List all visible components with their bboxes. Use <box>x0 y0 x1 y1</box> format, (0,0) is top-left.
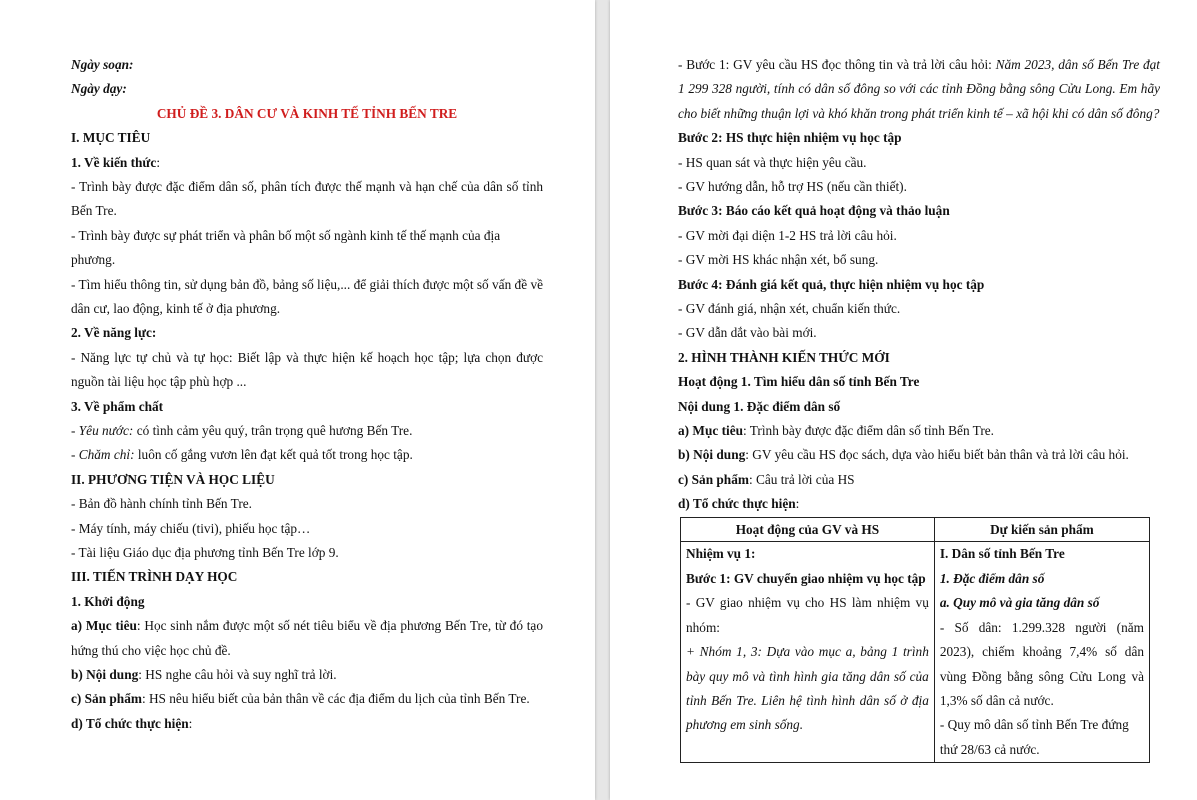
step1-prefix: - Bước 1: GV yêu cầu HS đọc thông tin và trả lời câu hỏi: <box>678 57 996 72</box>
warmup-content <box>71 663 543 687</box>
materials-item-3: - Tài liệu Giáo dục địa phương tỉnh Bến Tre lớp 9. <box>71 544 339 560</box>
task1-label: Nhiệm vụ 1: <box>686 546 756 562</box>
warmup-product-label: c) Sản phẩm <box>71 691 142 707</box>
product-heading-2: 1. Đặc điểm dân số <box>939 570 1045 586</box>
table-cell-activities <box>681 542 935 763</box>
step3-heading: Bước 3: Báo cáo kết quả hoạt động và thảo luận <box>678 203 950 219</box>
activity-content <box>678 443 1160 467</box>
materials-item-2: - Máy tính, máy chiếu (tivi), phiếu học tập… <box>71 520 311 536</box>
page-left <box>0 0 595 800</box>
step1-question: Năm 2023, dân số Bến Tre đạt 1 299 328 người, tính có dân số đông so với các tỉnh Đồng bằng sông Cửu Long. Em hãy cho biết những thuận lợi và khó khăn trong phát triển kinh tế – xã hội khi có dân số đông? <box>678 57 1160 121</box>
knowledge-heading-colon: : <box>156 154 161 170</box>
quality-item-2-dash: - <box>71 447 79 463</box>
product-line-2: - Quy mô dân số tỉnh Bến Tre đứng thứ 28/63 cả nước. <box>939 717 1129 757</box>
section-objectives-heading: I. MỤC TIÊU <box>71 130 151 146</box>
step2-line-1: - HS quan sát và thực hiện yêu cầu. <box>678 154 867 170</box>
materials-heading: II. PHƯƠNG TIỆN VÀ HỌC LIỆU <box>71 471 275 487</box>
quality-item-1 <box>71 419 543 443</box>
step3-line-1: - GV mời đại diện 1-2 HS trả lời câu hỏi. <box>678 227 897 243</box>
materials-item-1: - Bản đồ hành chính tỉnh Bến Tre. <box>71 496 252 512</box>
activity-organization-text: : <box>795 496 800 512</box>
table-cell-products <box>934 542 1149 763</box>
quality-item-1-label: Yêu nước: <box>78 422 134 438</box>
step3-line-2: - GV mời HS khác nhận xét, bổ sung. <box>678 252 879 268</box>
warmup-product <box>71 687 543 711</box>
step4-line-2: - GV dẫn dắt vào bài mới. <box>678 325 817 341</box>
product-line-1: - Số dân: 1.299.328 người (năm 2023), chiếm khoảng 7,4% số dân vùng Đồng bằng sông Cửu Long và 1,3% số dân cả nước. <box>939 619 1144 708</box>
warmup-product-text: : HS nêu hiểu biết của bản thân về các địa điểm du lịch của tỉnh Bến Tre. <box>141 691 530 707</box>
task1-line-2: + Nhóm 1, 3: Dựa vào mục a, bảng 1 trình bày quy mô và tình hình gia tăng dân số của tỉnh Bến Tre. Liên hệ tình hình dân số ở địa phương em sinh sống. <box>686 644 929 733</box>
step2-heading: Bước 2: HS thực hiện nhiệm vụ học tập <box>678 130 902 146</box>
step1-instruction <box>678 53 1160 126</box>
activity-content-label: b) Nội dung <box>678 447 746 463</box>
activity-objective-label: a) Mục tiêu <box>678 422 743 438</box>
activity-table <box>680 517 1150 763</box>
activity-objective-text: : Trình bày được đặc điểm dân số tỉnh Bến Tre. <box>743 422 994 438</box>
knowledge-heading-text: 1. Về kiến thức <box>71 154 157 170</box>
table-header-activities: Hoạt động của GV và HS <box>681 518 935 542</box>
step4-heading: Bước 4: Đánh giá kết quả, thực hiện nhiệm vụ học tập <box>678 276 985 292</box>
new-knowledge-heading: 2. HÌNH THÀNH KIẾN THỨC MỚI <box>678 349 890 365</box>
warmup-content-text: : HS nghe câu hỏi và suy nghĩ trả lời. <box>138 666 337 682</box>
task1-line-1: - GV giao nhiệm vụ cho HS làm nhiệm vụ nhóm: <box>686 595 929 635</box>
activity-product-label: c) Sản phẩm <box>678 471 749 487</box>
warmup-organization <box>71 712 543 736</box>
date-taught-label: Ngày dạy: <box>71 81 127 97</box>
document-title: CHỦ ĐỀ 3. DÂN CƯ VÀ KINH TẾ TỈNH BẾN TRE <box>156 105 458 121</box>
step4-line-1: - GV đánh giá, nhận xét, chuẩn kiến thức. <box>678 300 901 316</box>
knowledge-item-3: - Tìm hiểu thông tin, sử dụng bản đồ, bảng số liệu,... để giải thích được một số vấn đề về dân cư, lao động, kinh tế ở địa phương. <box>71 276 543 316</box>
procedure-heading: III. TIẾN TRÌNH DẠY HỌC <box>71 569 238 585</box>
table-header-row <box>681 518 1150 542</box>
quality-item-2-text: luôn cố gắng vươn lên đạt kết quả tốt trong học tập. <box>134 447 413 463</box>
page-right-content <box>678 53 1160 763</box>
knowledge-item-1: - Trình bày được đặc điểm dân số, phân tích được thế mạnh và hạn chế của dân số tỉnh Bến Tre. <box>71 178 543 219</box>
knowledge-heading <box>71 151 543 175</box>
activity-product-text: : Câu trả lời của HS <box>748 471 855 487</box>
warmup-objective-label: a) Mục tiêu <box>71 618 137 634</box>
activity1-heading: Hoạt động 1. Tìm hiểu dân số tỉnh Bến Tre <box>678 374 920 390</box>
page-left-content <box>71 53 543 736</box>
competence-heading: 2. Về năng lực: <box>71 325 157 341</box>
warmup-organization-label: d) Tổ chức thực hiện <box>71 715 189 731</box>
quality-item-2 <box>71 443 543 467</box>
table-header-products: Dự kiến sản phẩm <box>934 518 1149 542</box>
warmup-objective-text: : Học sinh nắm được một số nét tiêu biểu về địa phương Bến Tre, từ đó tạo hứng thú cho việc học chủ đề. <box>71 618 543 658</box>
content1-heading: Nội dung 1. Đặc điểm dân số <box>678 398 841 414</box>
quality-item-1-text: có tình cảm yêu quý, trân trọng quê hương Bến Tre. <box>133 422 413 438</box>
page-right <box>610 0 1197 800</box>
activity-objective <box>678 419 1160 443</box>
competence-item-1: - Năng lực tự chủ và tự học: Biết lập và thực hiện kế hoạch học tập; lựa chọn được nguồn tài liệu học tập phù hợp ... <box>71 349 543 390</box>
product-heading-1: I. Dân số tỉnh Bến Tre <box>939 546 1065 562</box>
warmup-objective <box>71 614 543 663</box>
step2-line-2: - GV hướng dẫn, hỗ trợ HS (nếu cần thiết). <box>678 179 907 194</box>
product-heading-3: a. Quy mô và gia tăng dân số <box>939 595 1100 611</box>
quality-item-1-dash: - <box>71 422 79 438</box>
quality-heading: 3. Về phẩm chất <box>71 398 164 414</box>
quality-item-2-label: Chăm chỉ: <box>78 447 135 463</box>
warmup-organization-text: : <box>188 715 193 731</box>
activity-product <box>678 468 1160 492</box>
activity-organization <box>678 492 1160 516</box>
table-row <box>681 542 1150 763</box>
activity-content-text: : GV yêu cầu HS đọc sách, dựa vào hiểu biết bản thân và trả lời câu hỏi. <box>745 447 1129 463</box>
date-prepared-label: Ngày soạn: <box>71 57 134 72</box>
warmup-heading: 1. Khởi động <box>71 593 145 609</box>
task1-step1: Bước 1: GV chuyển giao nhiệm vụ học tập <box>686 570 926 586</box>
activity-organization-label: d) Tổ chức thực hiện <box>678 496 796 512</box>
knowledge-item-2: - Trình bày được sự phát triển và phân bố một số ngành kinh tế thế mạnh của địa phương. <box>71 227 501 268</box>
warmup-content-label: b) Nội dung <box>71 666 139 682</box>
